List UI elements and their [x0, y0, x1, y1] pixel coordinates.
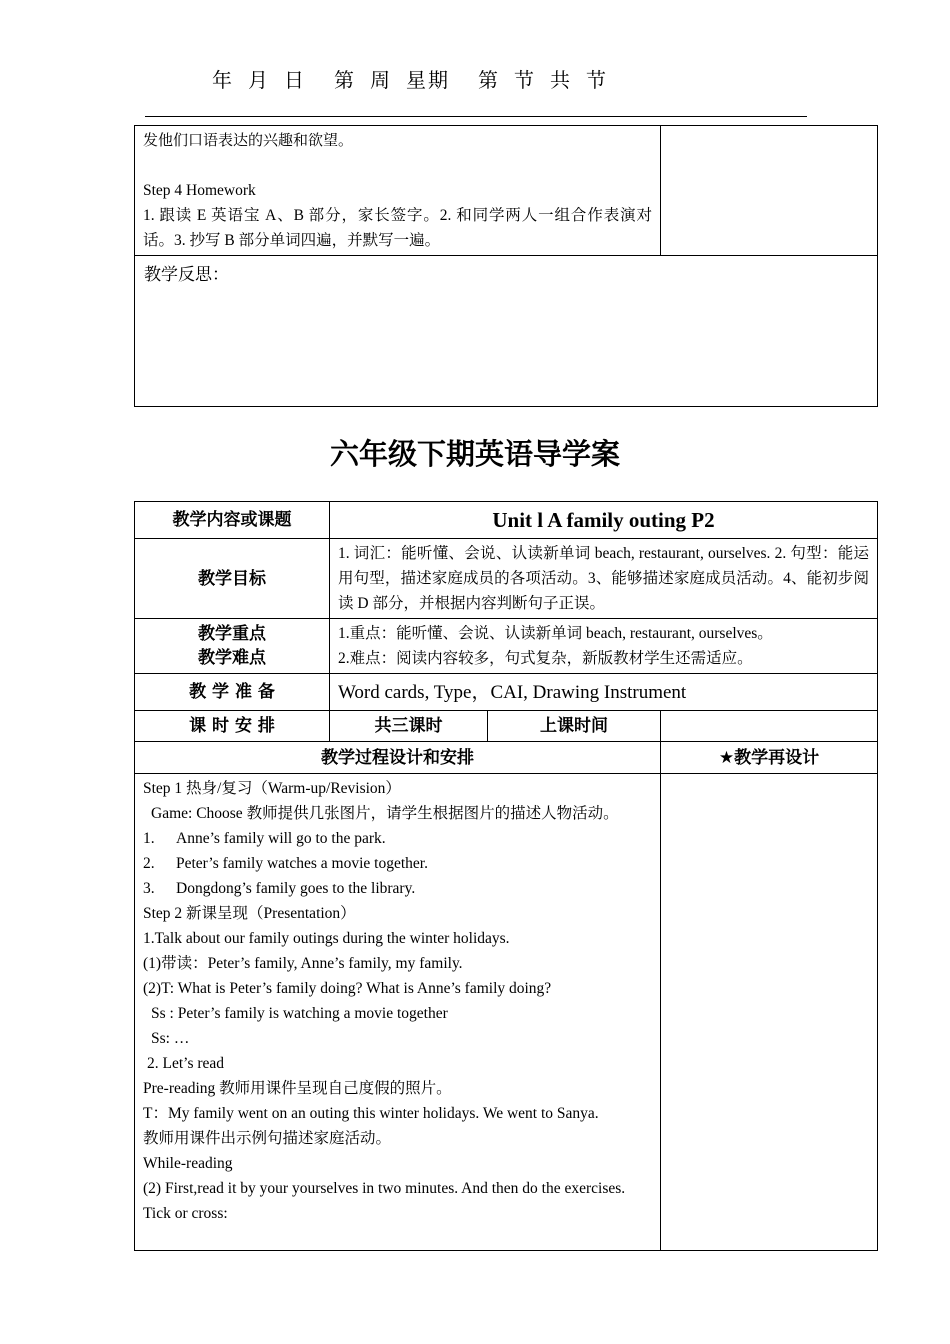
step2-heading: Step 2 新课呈现（Presentation） — [143, 905, 356, 922]
prep-label: 教 学 准 备 — [135, 674, 330, 711]
reflection-cell — [135, 256, 878, 407]
prev-line-homework: Step 4 Homework — [143, 182, 256, 199]
lesson-plan-table — [134, 501, 878, 1251]
while-reading-line: While-reading — [143, 1155, 233, 1172]
key-value: 1.重点：能听懂、会说、认读新单词 beach, restaurant, ourselves。 — [338, 625, 773, 642]
header-di: 第 — [334, 68, 356, 92]
key-label: 教学重点 — [198, 624, 266, 644]
ss-answer-line: Ss : Peter’s family is watching a movie together — [151, 1005, 448, 1022]
page-header — [212, 64, 622, 93]
prev-line-homework-items: 1. 跟读 E 英语宝 A、B 部分，家长签字。2. 和同学两人一组合作表演对话。3. 抄写 B 部分单词四遍，并默写一遍。 — [143, 207, 652, 249]
step1-heading: Step 1 热身/复习（Warm-up/Revision） — [143, 780, 401, 797]
game-line: Game: Choose 教师提供几张图片，请学生根据图片的描述人物活动。 — [151, 805, 619, 822]
prev-line-1: 发他们口语表达的兴趣和欲望。 — [143, 131, 354, 149]
process-content — [135, 774, 661, 1251]
list-item: 3. Dongdong’s family goes to the library. — [143, 880, 416, 897]
header-section2: 节 — [586, 68, 608, 92]
header-section: 节 — [514, 68, 536, 92]
header-year: 年 — [212, 68, 234, 92]
list-item: 1. Anne’s family will go to the park. — [143, 830, 386, 847]
schedule-label: 课 时 安 排 — [135, 711, 330, 742]
talk-line: 1.Talk about our family outings during the winter holidays. — [143, 930, 510, 947]
t-said-line: T：My family went on an outing this winter holidays. We went to Sanya. — [143, 1105, 599, 1122]
header-weekday: 星期 — [406, 68, 450, 92]
first-read-line: (2) First,read it by your yourselves in two minutes. And then do the exercises. — [143, 1180, 626, 1197]
page-title: 六年级下期英语导学案 — [329, 437, 620, 471]
process-label: 教学过程设计和安排 — [135, 742, 661, 774]
prev-line-blank — [143, 153, 652, 178]
goal-label: 教学目标 — [135, 539, 330, 619]
difficulty-label: 教学难点 — [198, 648, 266, 668]
difficulty-value: 2.难点：阅读内容较多，句式复杂，新版教材学生还需适应。 — [338, 650, 753, 667]
teacher-example-line: 教师用课件出示例句描述家庭活动。 — [143, 1130, 392, 1147]
header-day: 日 — [284, 68, 306, 92]
key-difficulty-label — [135, 619, 330, 674]
topic-value: Unit l A family outing P2 — [330, 502, 878, 539]
pre-reading-line: Pre-reading 教师用课件呈现自己度假的照片。 — [143, 1080, 452, 1097]
tick-line: Tick or cross: — [143, 1205, 228, 1222]
header-week: 周 — [370, 68, 392, 92]
list-item: 2. Peter’s family watches a movie together. — [143, 855, 428, 872]
header-rule — [145, 116, 807, 117]
header-total: 共 — [550, 68, 572, 92]
t-question-line: (2)T: What is Peter’s family doing? What is Anne’s family doing? — [143, 980, 552, 997]
reflection-label: 教学反思： — [144, 265, 229, 285]
key-difficulty-value — [330, 619, 878, 674]
topic-label: 教学内容或课题 — [135, 502, 330, 539]
redesign-label: ★教学再设计 — [661, 742, 878, 774]
header-di2: 第 — [478, 68, 500, 92]
previous-lesson-redesign — [661, 126, 878, 256]
ss-more-line: Ss: … — [151, 1030, 190, 1047]
class-time-label: 上课时间 — [488, 711, 661, 742]
goal-value: 1. 词汇：能听懂、会说、认读新单词 beach, restaurant, ourselves. 2. 句型：能运用句型，描述家庭成员的各项活动。3、能够描述家庭成员活动。4、能初步阅读 D 部分，并根据内容判断句子正误。 — [330, 539, 878, 619]
lets-read-line: 2. Let’s read — [147, 1055, 225, 1072]
previous-lesson-table — [134, 125, 878, 407]
schedule-value: 共三课时 — [330, 711, 488, 742]
header-month: 月 — [248, 68, 270, 92]
read-lead-line: (1)带读：Peter’s family, Anne’s family, my family. — [143, 955, 463, 972]
redesign-content — [661, 774, 878, 1251]
prep-value: Word cards, Type，CAI, Drawing Instrument — [330, 674, 878, 711]
previous-lesson-content — [135, 126, 661, 256]
class-time-value — [661, 711, 878, 742]
